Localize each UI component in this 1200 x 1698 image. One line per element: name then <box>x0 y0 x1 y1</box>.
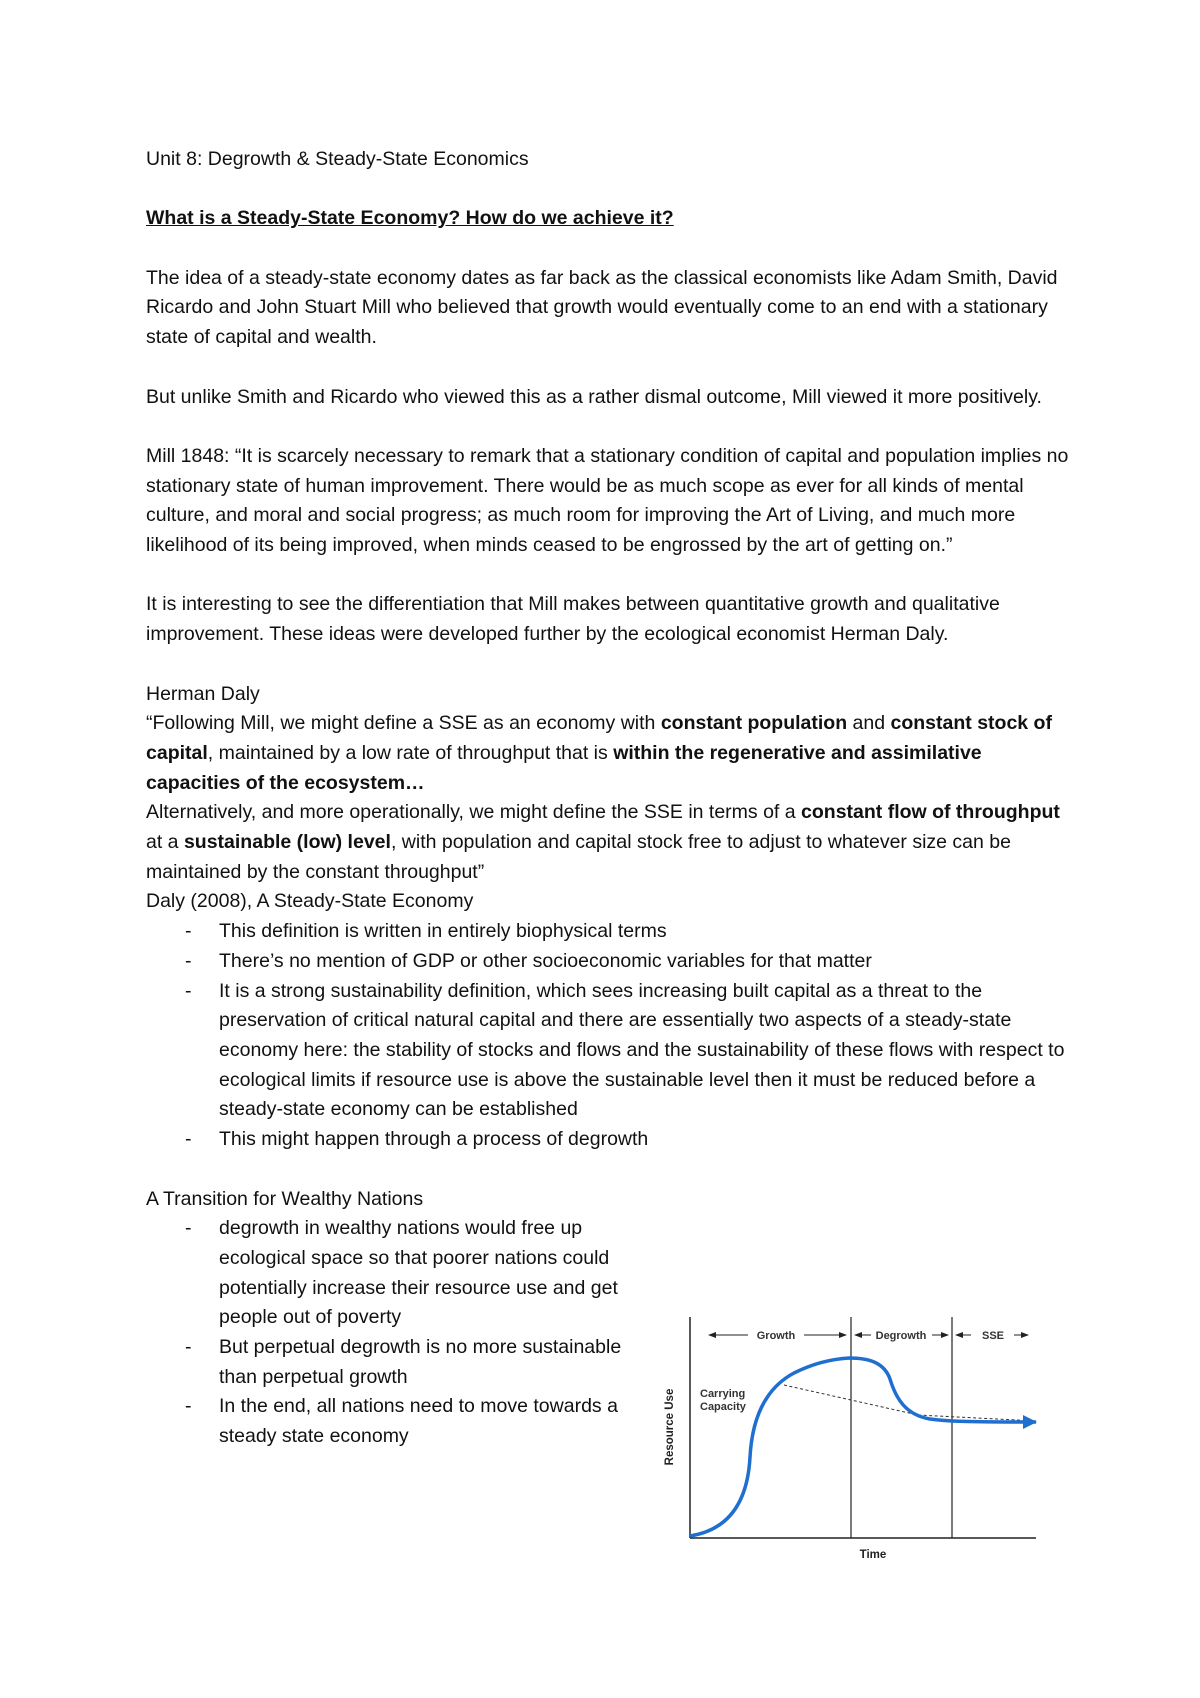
transition-heading: A Transition for Wealthy Nations <box>146 1187 424 1210</box>
list-item: - This definition is written in entirely biophysical terms <box>146 917 1076 947</box>
quote-text: , maintained by a low rate of throughput that is <box>207 741 614 764</box>
carrying-capacity-line <box>784 1385 1036 1421</box>
document-body <box>146 145 1076 1452</box>
paragraph-mill-quote: Mill 1848: “It is scarcely necessary to remark that a stationary condition of capital and population implies no stationary state of human improvement. There would be as much scope as ever for all kinds of mental culture, and moral and social progress; as much room for improving the Art of Living, and much more likelihood of its being improved, when minds ceased to be engrossed by the art of getting on.” <box>146 444 1069 557</box>
daly-quote-continued <box>146 798 1076 887</box>
resource-use-series-line <box>690 1358 1036 1536</box>
paragraph-intro: The idea of a steady-state economy dates as far back as the classical economists like Adam Smith, David Ricardo and John Stuart Mill who believed that growth would eventually come to an end with a stationary state of capital and wealth. <box>146 266 1058 349</box>
phase-label-degrowth: Degrowth <box>875 1330 927 1342</box>
quote-text: Alternatively, and more operationally, we might define the SSE in terms of a <box>146 801 802 824</box>
list-item: - This might happen through a process of degrowth <box>146 1125 1076 1155</box>
quote-bold: sustainable (low) level <box>183 831 391 854</box>
daly-citation: Daly (2008), A Steady-State Economy <box>146 890 474 913</box>
daly-bullet-list <box>146 917 1076 1155</box>
list-item: - But perpetual degrowth is no more sustainable than perpetual growth <box>146 1333 646 1392</box>
phase-label-growth: Growth <box>756 1330 796 1342</box>
daly-heading: Herman Daly <box>146 682 260 705</box>
x-axis-label: Time <box>859 1549 887 1561</box>
chart-svg <box>656 1317 1056 1573</box>
quote-text: and <box>847 712 891 735</box>
section-heading: What is a Steady-State Economy? How do we achieve it? <box>146 207 674 230</box>
quote-bold: within the regenerative and assimilative capacities of the ecosystem… <box>146 741 982 794</box>
list-item: - There’s no mention of GDP or other socioeconomic variables for that matter <box>146 947 1076 977</box>
carrying-capacity-line-1: Carrying <box>700 1388 746 1400</box>
carrying-capacity-line-2: Capacity <box>700 1401 746 1413</box>
paragraph-differentiation: It is interesting to see the differentiation that Mill makes between quantitative growth and qualitative improvement. These ideas were developed further by the ecological economist Herman Daly. <box>146 593 1000 646</box>
daly-quote <box>146 709 1076 798</box>
quote-bold: constant flow of throughput <box>801 801 1060 824</box>
quote-text: , with population and capital stock free to adjust to whatever size can be maintained by the constant throughput” <box>146 831 1011 883</box>
quote-text: “Following Mill, we might define a SSE as an economy with <box>146 712 661 735</box>
paragraph-mill-view: But unlike Smith and Ricardo who viewed this as a rather dismal outcome, Mill viewed it more positively. <box>146 385 1042 408</box>
quote-text: at a <box>146 831 184 854</box>
y-axis-label: Resource Use <box>664 1388 676 1466</box>
transition-bullet-list <box>146 1214 646 1452</box>
unit-title: Unit 8: Degrowth & Steady-State Economics <box>146 148 529 170</box>
quote-bold: constant stock of capital <box>146 712 1052 764</box>
quote-bold: constant population <box>660 712 848 735</box>
list-item: - In the end, all nations need to move towards a steady state economy <box>146 1392 646 1451</box>
list-item: - It is a strong sustainability definition, which sees increasing built capital as a threat to the preservation of critical natural capital and there are essentially two aspects of a steady-state economy here: the stability of stocks and flows and the sustainability of these flows with respect to ecological limits if resource use is above the sustainable level then it must be reduced before a steady-state economy can be established <box>146 977 1076 1126</box>
phase-label-sse: SSE <box>981 1330 1005 1342</box>
list-item: - degrowth in wealthy nations would free up ecological space so that poorer nations could potentially increase their resource use and get people out of poverty <box>146 1214 646 1333</box>
carrying-capacity-label <box>700 1388 748 1413</box>
degrowth-chart <box>656 1317 1056 1573</box>
